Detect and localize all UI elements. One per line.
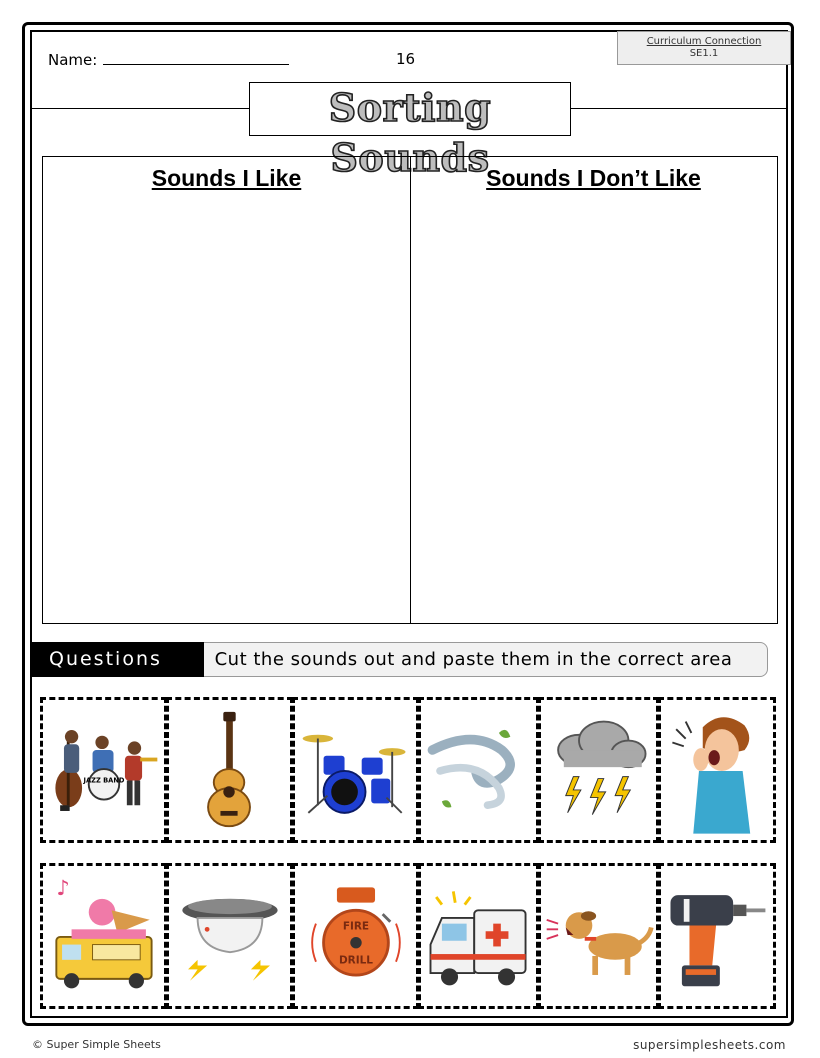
card-barking-dog[interactable]: [538, 863, 659, 1009]
card-wind[interactable]: [418, 697, 539, 843]
card-smoke-alarm[interactable]: [166, 863, 293, 1009]
questions-instruction: Cut the sounds out and paste them in the correct area: [179, 642, 768, 677]
fire-drill-bell-icon: [295, 866, 416, 1006]
barking-dog-icon: [541, 866, 656, 1006]
card-drum-kit[interactable]: [292, 697, 419, 843]
thunderstorm-icon: [541, 700, 656, 840]
drum-kit-icon: [295, 700, 416, 840]
cutout-row-2: [40, 863, 776, 1009]
guitar-icon: [169, 700, 290, 840]
wind-icon: [421, 700, 536, 840]
questions-label: Questions: [31, 642, 204, 677]
card-jazz-band[interactable]: [40, 697, 167, 843]
cutout-row-1: [40, 697, 776, 843]
sorting-table: [42, 156, 778, 624]
sounds-i-like-heading: Sounds I Like: [151, 165, 302, 191]
page-number: 16: [396, 50, 416, 68]
sounds-i-dont-like-heading: Sounds I Don’t Like: [486, 165, 701, 191]
curriculum-connection-label: Curriculum Connection: [646, 36, 762, 47]
card-ice-cream-truck[interactable]: [40, 863, 167, 1009]
ice-cream-truck-icon: [43, 866, 164, 1006]
power-drill-icon: [661, 866, 773, 1006]
screaming-person-icon: [661, 700, 773, 840]
sounds-i-dont-like-area[interactable]: [410, 157, 777, 623]
name-label: Name:: [48, 51, 98, 69]
card-screaming-person[interactable]: [658, 697, 776, 843]
title-banner: [249, 82, 571, 180]
fire-caption: FIRE: [342, 920, 370, 933]
footer-copyright: © Super Simple Sheets: [32, 1038, 161, 1051]
curriculum-code: SE1.1: [689, 48, 719, 59]
footer-website[interactable]: supersimplesheets.com: [633, 1038, 786, 1052]
jazz-band-caption: JAZZ BAND: [83, 776, 125, 785]
page-title: Sorting Sounds: [328, 85, 492, 180]
curriculum-connection-box: [617, 31, 791, 65]
card-fire-drill-bell[interactable]: [292, 863, 419, 1009]
card-ambulance[interactable]: [418, 863, 539, 1009]
jazz-band-icon: [43, 700, 164, 840]
questions-bar: [31, 642, 768, 677]
name-field[interactable]: [48, 50, 289, 69]
card-guitar[interactable]: [166, 697, 293, 843]
smoke-alarm-icon: [169, 866, 290, 1006]
ambulance-icon: [421, 866, 536, 1006]
card-power-drill[interactable]: [658, 863, 776, 1009]
drill-caption: DRILL: [338, 954, 373, 967]
card-thunderstorm[interactable]: [538, 697, 659, 843]
svg-text:♪: ♪: [56, 876, 70, 901]
name-blank-line[interactable]: [103, 50, 289, 65]
sounds-i-like-area[interactable]: [43, 157, 411, 623]
